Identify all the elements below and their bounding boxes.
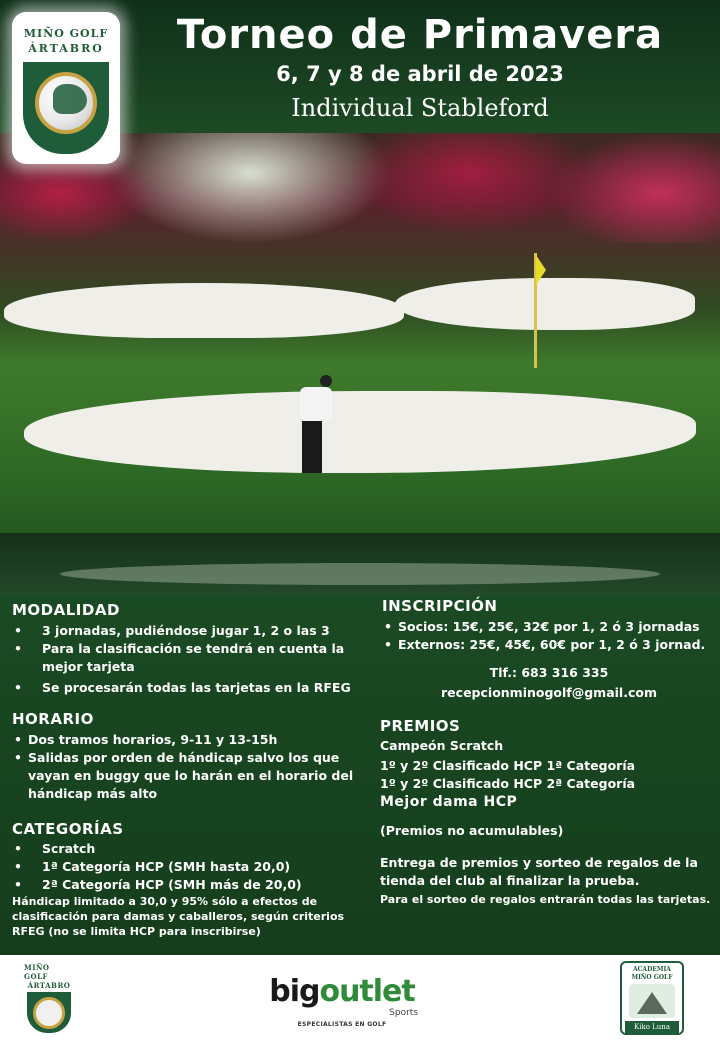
sponsor-outlet: outlet xyxy=(319,974,415,1009)
modalidad-heading: MODALIDAD xyxy=(12,601,120,619)
premio-line: 1º y 2º Clasificado HCP 1ª Categoría xyxy=(380,758,636,773)
academy-name: Kiko Luna xyxy=(625,1021,679,1033)
golf-ball-icon xyxy=(27,992,71,1033)
premios-no-acumulables: (Premios no acumulables) xyxy=(380,823,564,838)
premios-section xyxy=(380,717,716,907)
club-logo-line1: MIÑO GOLF xyxy=(23,27,109,40)
inscripcion-heading: INSCRIPCIÓN xyxy=(382,597,498,615)
tournament-dates: 6, 7 y 8 de abril de 2023 xyxy=(276,62,564,86)
golf-course-photo xyxy=(0,133,720,595)
modalidad-item: • 3 jornadas, pudiéndose jugar 1, 2 o las 3 xyxy=(12,622,362,640)
horario-item: • Dos tramos horarios, 9-11 y 13-15h xyxy=(12,731,362,749)
horario-section xyxy=(12,710,362,803)
categoria-item: • 2ª Categoría HCP (SMH más de 20,0) xyxy=(12,876,367,894)
contact-phone: Tlf.: 683 316 335 xyxy=(489,665,609,680)
info-panel xyxy=(0,595,720,955)
categoria-item: • 1ª Categoría HCP (SMH hasta 20,0) xyxy=(12,858,367,876)
footer-logo-line2: ÁRTABRO xyxy=(27,981,71,990)
inscripcion-item: • Socios: 15€, 25€, 32€ por 1, 2 ó 3 jornadas xyxy=(382,618,716,636)
academy-line2: MIÑO GOLF xyxy=(631,974,673,981)
tournament-format: Individual Stableford xyxy=(291,94,549,122)
club-logo xyxy=(12,12,120,164)
sponsor-sports: Sports xyxy=(389,1008,418,1018)
handicap-note: Hándicap limitado a 30,0 y 95% sólo a efectos de clasificación para damas y caballeros, según criterios RFEG (no se limita HCP para inscribirse) xyxy=(12,895,345,938)
inscripcion-item: • Externos: 25€, 45€, 60€ por 1, 2 ó 3 jornad. xyxy=(382,636,716,654)
club-logo-small xyxy=(24,963,74,1033)
academy-logo xyxy=(620,961,684,1035)
golf-ball-icon xyxy=(23,62,109,154)
sorteo-note: Para el sorteo de regalos entrarán todas las tarjetas. xyxy=(380,893,711,906)
sponsor-tagline: ESPECIALISTAS EN GOLF xyxy=(297,1021,387,1028)
inscripcion-section xyxy=(382,597,716,702)
premio-dama: Mejor dama HCP xyxy=(380,794,518,810)
categorias-heading: CATEGORÍAS xyxy=(12,820,124,838)
premio-line: 1º y 2º Clasificado HCP 2ª Categoría xyxy=(380,776,636,791)
categorias-section xyxy=(12,820,367,939)
modalidad-item: • Para la clasificación se tendrá en cuenta la mejor tarjeta xyxy=(12,640,362,676)
modalidad-section xyxy=(12,601,362,697)
academy-line1: ACADEMIA xyxy=(633,966,671,973)
entrega-premios: Entrega de premios y sorteo de regalos de la tienda del club al finalizar la prueba. xyxy=(380,855,698,888)
contact-email[interactable]: recepcionminogolf@gmail.com xyxy=(441,685,657,700)
premio-line: Campeón Scratch xyxy=(380,738,504,753)
mountain-icon xyxy=(629,984,675,1018)
premios-heading: PREMIOS xyxy=(380,717,461,735)
horario-item: • Salidas por orden de hándicap salvo los que vayan en buggy que lo harán en el horario del hándicap más alto xyxy=(12,749,362,803)
sponsor-big: big xyxy=(269,974,320,1009)
footer-logo-line1: MIÑO GOLF xyxy=(24,963,50,981)
bigoutlet-logo xyxy=(262,975,422,1035)
tournament-title: Torneo de Primavera xyxy=(176,12,664,58)
sponsor-footer xyxy=(0,955,720,1040)
club-logo-line2: ÁRTABRO xyxy=(28,42,104,55)
golfer-figure xyxy=(298,375,332,475)
categoria-item: • Scratch xyxy=(12,840,367,858)
modalidad-item: • Se procesarán todas las tarjetas en la RFEG xyxy=(12,679,362,697)
horario-heading: HORARIO xyxy=(12,710,94,728)
